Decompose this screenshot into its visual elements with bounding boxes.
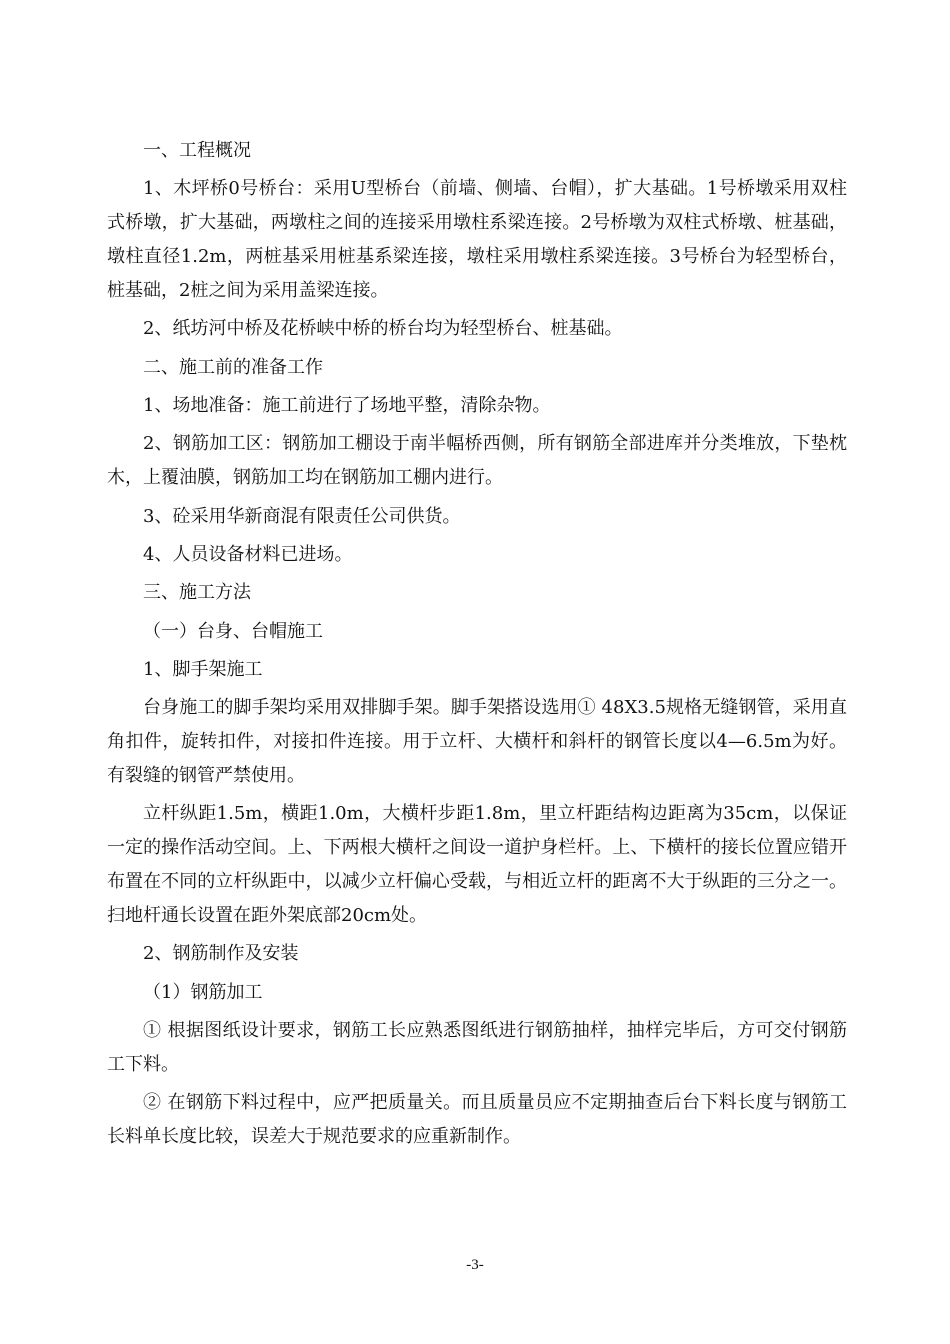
subsection-heading: 2、钢筋制作及安装 xyxy=(143,943,299,965)
paragraph: 立杆纵距1.5m，横距1.0m，大横杆步距1.8m，里立杆距结构边距离为35cm，以保证一定的操作活动空间。上、下两根大横杆之间设一道护身栏杆。上、下横杆的接长位置应错开布置在不同的立杆纵距中，以减少立杆偏心受载，与相近立杆的距离不大于纵距的三分之一。扫地杆通长设置在距外架底部20cm处。 xyxy=(107,803,847,926)
paragraph: 台身施工的脚手架均采用双排脚手架。脚手架搭设选用① 48X3.5规格无缝钢管，采用直角扣件，旋转扣件，对接扣件连接。用于立杆、大横杆和斜杆的钢管长度以4—6.5m为好。有裂缝的钢管严禁使用。 xyxy=(107,697,847,787)
subsection-heading: （1）钢筋加工 xyxy=(143,981,263,1003)
paragraph: ② 在钢筋下料过程中，应严把质量关。而且质量员应不定期抽查后台下料长度与钢筋工长料单长度比较，误差大于规范要求的应重新制作。 xyxy=(107,1092,847,1148)
paragraph: 2、纸坊河中桥及花桥峡中桥的桥台均为轻型桥台、桩基础。 xyxy=(143,318,623,340)
paragraph: 1、木坪桥0号桥台：采用U型桥台（前墙、侧墙、台帽），扩大基础。1号桥墩采用双柱式桥墩，扩大基础，两墩柱之间的连接采用墩柱系梁连接。2号桥墩为双柱式桥墩、桩基础，墩柱直径1.2m，两桩基采用桩基系梁连接，墩柱采用墩柱系梁连接。3号桥台为轻型桥台，桩基础，2桩之间为采用盖梁连接。 xyxy=(107,178,847,301)
paragraph: 2、钢筋加工区：钢筋加工棚设于南半幅桥西侧，所有钢筋全部进库并分类堆放，下垫枕木，上覆油膜，钢筋加工均在钢筋加工棚内进行。 xyxy=(107,433,847,489)
paragraph: 1、场地准备：施工前进行了场地平整，清除杂物。 xyxy=(143,394,551,416)
paragraph: ① 根据图纸设计要求，钢筋工长应熟悉图纸进行钢筋抽样，抽样完毕后，方可交付钢筋工下料。 xyxy=(107,1020,847,1075)
subsection-heading: 1、脚手架施工 xyxy=(143,659,263,681)
page-number: -3- xyxy=(466,1257,484,1273)
document-body xyxy=(107,134,847,1158)
paragraph: 3、砼采用华新商混有限责任公司供货。 xyxy=(143,505,461,527)
section-heading-overview: 一、工程概况 xyxy=(143,140,251,161)
section-heading-methods: 三、施工方法 xyxy=(143,582,251,604)
subsection-heading: （一）台身、台帽施工 xyxy=(143,620,323,642)
paragraph: 4、人员设备材料已进场。 xyxy=(143,543,353,565)
section-heading-preparation: 二、施工前的准备工作 xyxy=(143,356,323,378)
